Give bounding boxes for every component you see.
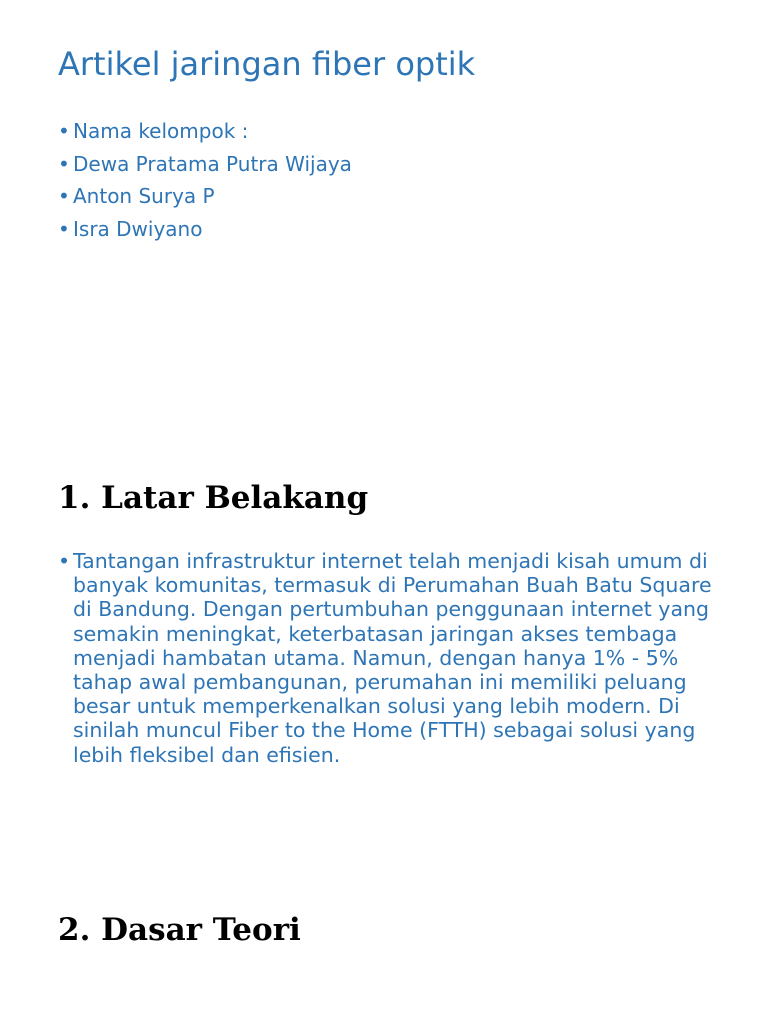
bullet-icon: • (58, 119, 70, 143)
list-item (58, 549, 726, 767)
page-title: Artikel jaringan fiber optik (58, 45, 476, 83)
list-item (58, 213, 718, 246)
list-item (58, 148, 718, 181)
section-paragraph: Tantangan infrastruktur internet telah menjadi kisah umum di banyak komunitas, termasuk di Perumahan Buah Batu Square di Bandung. Dengan pertumbuhan penggunaan internet yang semakin meningkat, keterbatasan jaringan akses tembaga menjadi hambatan utama. Namun, dengan hanya 1% - 5% tahap awal pembangunan, perumahan ini memiliki peluang besar untuk memperkenalkan solusi yang lebih modern. Di sinilah muncul Fiber to the Home (FTTH) sebagai solusi yang lebih fleksibel dan efisien. (73, 549, 712, 767)
bullet-icon: • (58, 184, 70, 208)
bullet-icon: • (58, 216, 70, 241)
latar-belakang-list (58, 549, 726, 767)
member-list (58, 115, 718, 245)
bullet-icon: • (58, 151, 70, 176)
bullet-icon: • (58, 549, 71, 573)
list-item-label: Anton Surya P (73, 184, 215, 208)
list-item-label: Isra Dwiyano (73, 216, 203, 241)
list-item (58, 115, 718, 148)
list-item (58, 180, 718, 213)
section-heading-dasar-teori: 2. Dasar Teori (58, 912, 301, 948)
list-item-label: Nama kelompok : (73, 119, 249, 143)
list-item-label: Dewa Pratama Putra Wijaya (73, 151, 352, 176)
section-heading-latar-belakang: 1. Latar Belakang (58, 480, 369, 516)
